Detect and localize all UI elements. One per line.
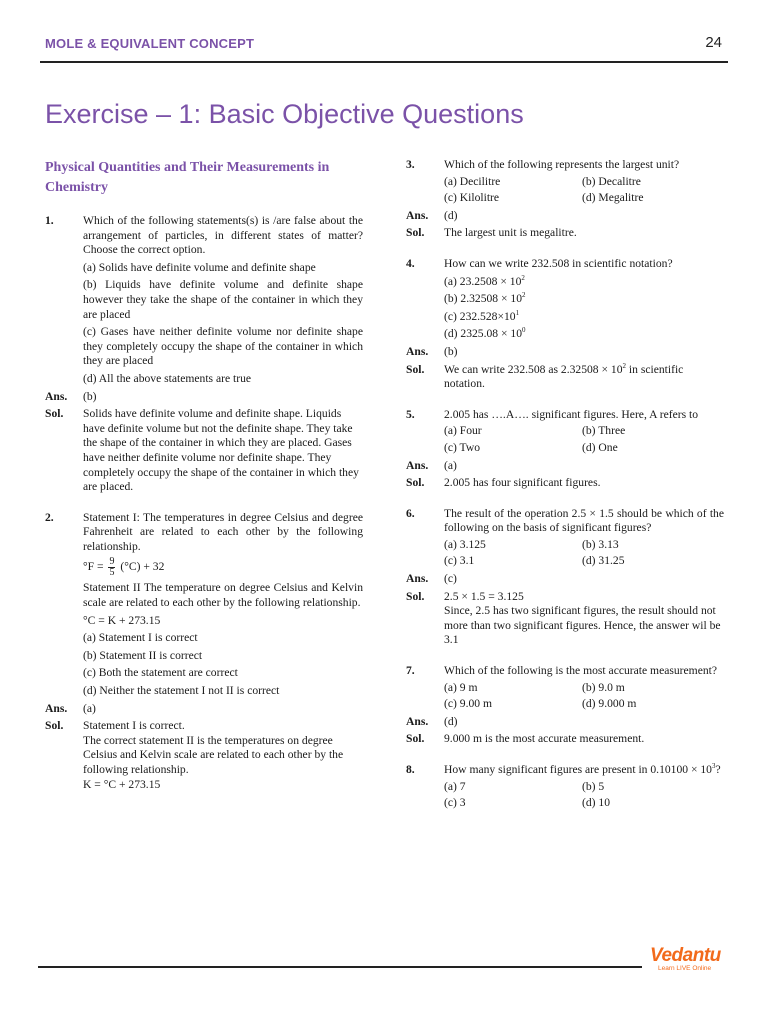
solution-text — [444, 363, 724, 392]
question-number: 6. — [406, 506, 415, 520]
option-c: (c) Both the statement are correct — [83, 666, 238, 680]
statement-two: Statement II The temperature on degree Celsius and Kelvin scale are related to each other by the following relationship. — [83, 581, 363, 610]
solution-text: 2.005 has four significant figures. — [444, 476, 601, 490]
header-divider — [40, 61, 728, 63]
option-a: (a) 7 — [444, 779, 466, 793]
question-text: How can we write 232.508 in scientific notation? — [444, 256, 673, 270]
question-text: Which of the following represents the largest unit? — [444, 158, 680, 171]
question-text — [444, 763, 724, 778]
exponent: 3 — [711, 762, 716, 771]
solution-text: 2.5 × 1.5 = 3.125 — [444, 589, 524, 603]
option-b: (b) Liquids have definite volume and definite shape however they take the shape of the container in which they are placed — [83, 278, 363, 321]
option-c: (c) Two — [444, 440, 480, 454]
option-c: (c) Kilolitre — [444, 191, 500, 205]
question-6 — [406, 507, 724, 648]
left-column — [45, 158, 363, 808]
option-b: (b) 3.13 — [582, 537, 619, 551]
option-c: (c) 3.1 — [444, 554, 475, 568]
solution-text: 9.000 m is the most accurate measurement. — [444, 732, 645, 746]
solution-main: We can write 232.508 as 2.32508 × 10 — [444, 362, 623, 376]
page-number: 24 — [705, 34, 722, 51]
formula-celsius: °C = K + 273.15 — [83, 613, 161, 627]
right-column — [406, 158, 724, 827]
question-8 — [406, 763, 724, 811]
option-a — [444, 275, 724, 290]
exercise-title: Exercise – 1: Basic Objective Questions — [45, 99, 524, 129]
option-a: (a) Four — [444, 424, 482, 438]
question-number: 4. — [406, 256, 415, 270]
option-c: (c) Gases have neither definite volume nor definite shape they completely occupy the shape of the container in which they are placed — [83, 325, 363, 368]
option-a: (a) Decilitre — [444, 174, 501, 188]
formula-left: °F = — [83, 560, 104, 574]
option-c-text: (c) 232.528×10 — [444, 309, 516, 323]
question-main: How many significant figures are present in 0.10100 × 10 — [444, 763, 712, 776]
exponent: 2 — [521, 273, 525, 282]
solution-tail: in scientific notation. — [444, 362, 684, 391]
question-number: 5. — [406, 407, 415, 421]
question-text: Which of the following is the most accurate measurement? — [444, 664, 718, 678]
question-1 — [45, 214, 363, 495]
exponent: 1 — [515, 308, 520, 317]
solution-label: Sol. — [45, 719, 64, 733]
option-a-text: (a) 23.2508 × 10 — [444, 274, 522, 288]
option-d-text: (d) 2325.08 × 10 — [444, 327, 523, 341]
answer-value: (a) — [83, 701, 96, 715]
option-d: (d) All the above statements are true — [83, 371, 252, 385]
logo-wordmark: Vedantu — [650, 945, 721, 966]
answer-label: Ans. — [45, 389, 68, 403]
solution-text: The largest unit is megalitre. — [444, 226, 577, 240]
answer-value: (b) — [444, 344, 458, 358]
answer-value: (d) — [444, 208, 458, 222]
question-number: 7. — [406, 664, 415, 678]
option-b — [444, 292, 724, 307]
question-7 — [406, 664, 724, 747]
option-d — [444, 327, 724, 342]
solution-label: Sol. — [406, 589, 425, 603]
option-c — [444, 310, 724, 325]
option-b: (b) 9.0 m — [582, 680, 625, 694]
option-c: (c) 9.00 m — [444, 697, 492, 711]
answer-label: Ans. — [406, 344, 429, 358]
section-title: Physical Quantities and Their Measurements in Chemistry — [45, 160, 330, 195]
question-3 — [406, 158, 724, 241]
option-b: (b) Statement II is correct — [83, 648, 203, 662]
formula-fahrenheit — [83, 557, 363, 578]
answer-label: Ans. — [406, 208, 429, 222]
question-text: The result of the operation 2.5 × 1.5 should be which of the following on the basis of significant figures? — [444, 506, 724, 535]
question-number: 8. — [406, 763, 415, 776]
answer-label: Ans. — [406, 714, 429, 728]
solution-formula: K = °C + 273.15 — [83, 777, 161, 791]
question-number: 2. — [45, 510, 54, 524]
question-5 — [406, 408, 724, 491]
option-b: (b) Decalitre — [582, 174, 641, 188]
logo-tagline: Learn LIVE Online — [658, 965, 712, 972]
chapter-title: MOLE & EQUIVALENT CONCEPT — [45, 36, 255, 51]
solution-label: Sol. — [406, 362, 425, 376]
question-4 — [406, 257, 724, 392]
option-a: (a) Solids have definite volume and definite shape — [83, 260, 316, 274]
exponent: 2 — [522, 291, 526, 300]
answer-value: (a) — [444, 458, 457, 472]
option-a: (a) Statement I is correct — [83, 631, 198, 645]
question-tail: ? — [715, 763, 721, 776]
option-b: (b) Three — [582, 424, 626, 438]
answer-label: Ans. — [406, 458, 429, 472]
option-d: (d) 31.25 — [582, 554, 625, 568]
option-b: (b) 5 — [582, 779, 605, 793]
question-text: 2.005 has ….A…. significant figures. Here, A refers to — [444, 407, 699, 421]
question-2 — [45, 511, 363, 793]
solution-label: Sol. — [45, 407, 64, 421]
solution-label: Sol. — [406, 226, 425, 240]
question-text: Which of the following statements(s) is /are false about the arrangement of particles, in different states of matter? Choose the correct option. — [83, 214, 363, 257]
answer-label: Ans. — [45, 701, 68, 715]
exponent: 2 — [622, 361, 627, 370]
answer-value: (c) — [444, 572, 457, 586]
question-text: Statement I: The temperatures in degree Celsius and degree Fahrenheit are related to each other by the following relationship. — [83, 510, 363, 553]
option-d: (d) 9.000 m — [582, 697, 637, 711]
answer-label: Ans. — [406, 572, 429, 586]
fraction-numerator: 9 — [109, 556, 115, 568]
option-d: (d) One — [582, 440, 618, 454]
solution-text-2: The correct statement II is the temperatures on degree Celsius and Kelvin scale are related to each other by the following relationship. — [83, 733, 344, 776]
solution-label: Sol. — [406, 476, 425, 490]
option-d: (d) Neither the statement I not II is correct — [83, 684, 280, 698]
option-b-text: (b) 2.32508 × 10 — [444, 292, 523, 306]
answer-value: (b) — [83, 389, 97, 403]
option-d: (d) Megalitre — [582, 191, 644, 205]
answer-value: (d) — [444, 714, 458, 728]
solution-text-2: Since, 2.5 has two significant figures, the result should not more than two significant figures. Hence, the answer wil be 3.1 — [444, 604, 721, 647]
solution-text: Statement I is correct. — [83, 719, 185, 733]
option-a: (a) 9 m — [444, 680, 478, 694]
footer-divider — [38, 966, 642, 968]
solution-text: Solids have definite volume and definite shape. Liquids have definite volume but not the definite shape. They take the shape of the container in which they are placed. Gases have neither definite volume nor definite shape. They completely occupy the shape of the container in which they are placed. — [83, 407, 359, 494]
question-number: 1. — [45, 214, 54, 227]
solution-label: Sol. — [406, 732, 425, 746]
vedantu-logo — [650, 945, 726, 981]
fraction — [108, 557, 115, 578]
option-d: (d) 10 — [582, 796, 611, 810]
option-c: (c) 3 — [444, 796, 466, 810]
formula-right: (°C) + 32 — [120, 560, 165, 574]
exponent: 0 — [522, 326, 526, 335]
option-a: (a) 3.125 — [444, 537, 486, 551]
question-number: 3. — [406, 158, 415, 171]
fraction-denominator: 5 — [109, 567, 115, 579]
